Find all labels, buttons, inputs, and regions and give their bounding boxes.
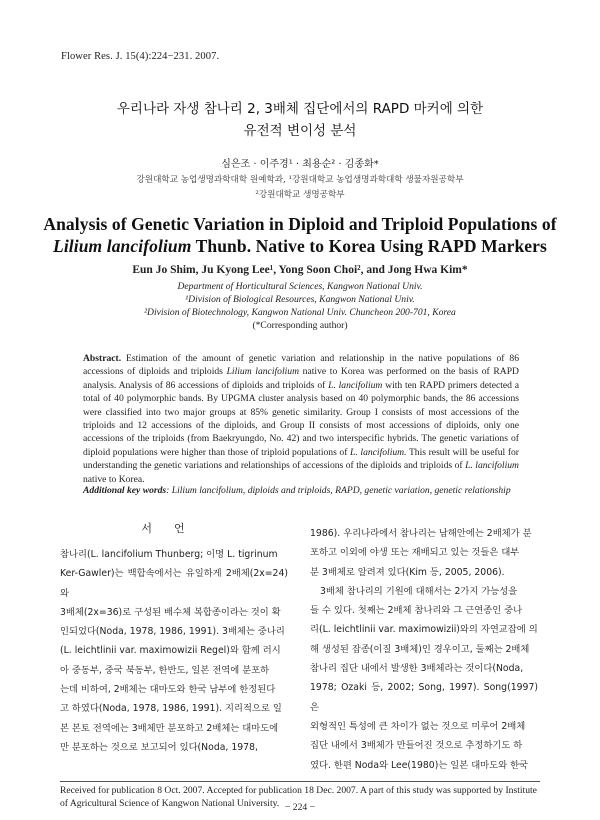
body-line: 참나리 집단 내에서 발생한 3배체라는 것이다(Noda,: [310, 663, 524, 675]
body-line: 인되었다(Noda, 1978, 1986, 1991). 3배체는 중나리: [60, 626, 285, 638]
body-line: 본 본토 전역에는 3배체만 분포하고 2배체는 대마도에: [60, 722, 279, 734]
body-line: Ker-Gawler)는 백합속에서는 유일하게 2배체(2x=24)와: [60, 568, 288, 599]
section-heading: 서언: [141, 522, 207, 535]
body-line: 들 수 있다. 첫째는 2배체 참나리와 그 근연종인 중나: [310, 605, 523, 617]
keywords: [83, 485, 519, 496]
korean-authors: 심은조 · 이주경¹ · 최용순² · 김종화*: [221, 159, 379, 170]
abstract-text: Estimation of the amount of genetic variation and relationship in the native populations of 86 accessions of diploids and triploids: [83, 353, 519, 378]
korean-title-line2: 유전적 변이성 분석: [243, 123, 357, 139]
body-line: 만 분포하는 것으로 보고되어 있다(Noda, 1978,: [60, 741, 258, 753]
body-line: 리(L. leichtlinii var. maximowizii)와의 자연교잡에 의: [310, 624, 538, 636]
body-line: 해 생성된 잡종(이질 3배체)인 경우이고, 둘째는 2배체: [310, 643, 530, 655]
english-title-line2: [0, 236, 600, 257]
english-title-line1: Analysis of Genetic Variation in Diploid and Triploid Populations of: [43, 214, 557, 234]
body-line: (L. leichtlinii var. maximowizii Regel)와 함께 러시: [60, 645, 281, 657]
keywords-text: : Lilium lancifolium, diploids and triploids, RAPD, genetic variation, genetic relationship: [166, 485, 511, 496]
abstract-species: L. lancifolium: [465, 460, 519, 472]
english-authors: Eun Jo Shim, Ju Kyong Lee¹, Yong Soon Choi², and Jong Hwa Kim*: [132, 264, 468, 276]
abstract-text: This result will be useful for understanding the genetic variations and relationships of accessions of the diploids and triploids of: [83, 446, 520, 472]
journal-reference: Flower Res. J. 15(4):224−231. 2007.: [61, 51, 220, 62]
body-line: 집단 내에서 3배체가 만들어진 것으로 추정하기도 하: [310, 740, 523, 752]
keywords-label: Additional key words: [83, 485, 167, 496]
body-left-column: [60, 545, 288, 757]
body-line: 1978; Ozaki 등, 2002; Song, 1997). Song(1997)은: [310, 682, 538, 713]
body-line: 외형적인 특성에 큰 차이가 없는 것으로 미루어 2배체: [310, 720, 526, 732]
abstract-species: Lilium lancifolium: [226, 366, 300, 378]
body-line: 3배체(2x=36)로 구성된 배수체 복합종이라는 것이 확: [60, 606, 281, 618]
body-line: 분 3배체로 알려져 있다(Kim 등, 2005, 2006).: [310, 566, 505, 578]
page-number: − 224 −: [284, 802, 315, 813]
english-affiliation-2: ¹Division of Biological Resources, Kangwon National Univ.: [185, 294, 415, 305]
english-affiliation-1: Department of Horticultural Sciences, Kangwon National Univ.: [177, 281, 423, 292]
corresponding-note: (*Corresponding author): [252, 320, 348, 331]
abstract-text: native to Korea was performed on the basis of RAPD analysis. Analysis of 86 accessions of diploids and triploids of: [83, 366, 519, 391]
english-affiliation-3: ²Division of Biotechnology, Kangwon National Univ. Chuncheon 200-701, Korea: [144, 307, 456, 318]
korean-title-line1: 우리나라 자생 참나리 2, 3배체 집단에서의 RAPD 마커에 의한: [116, 101, 484, 117]
korean-affiliation-1: 강원대학교 농업생명과학대학 원예학과, ¹강원대학교 농업생명과학대학 생물자원공학부: [136, 175, 464, 185]
body-right-column: [310, 524, 538, 775]
body-line: 3배체 참나리의 기원에 대해서는 2가지 가능성을: [320, 585, 518, 597]
body-line: 포하고 이외에 야생 또는 재배되고 있는 것들은 대부: [310, 547, 520, 559]
abstract-text: native to Korea.: [83, 473, 145, 485]
abstract-text: with ten RAPD primers detected a total of 40 polymorphic bands. By UPGMA cluster analysis based on 40 polymorphic bands, the 86 accessions were classified into two major groups at 85% genetic similarity. Group I consists of most accessions of the triploids and 12 accessions of the diploids, and Group II consists of most accessions of diploids, only one accessions of the triploids (from Baekryungdo, No. 42) and two interspecific hybrids. The genetic variations of diploid populations were higher than those of triploid populations of: [83, 379, 519, 458]
abstract-species: L. lancifolium.: [350, 446, 407, 458]
body-line: 였다. 한편 Noda와 Lee(1980)는 일본 대마도와 한국: [310, 759, 529, 771]
footnote-rule: [60, 781, 540, 782]
english-title-species: Lilium lancifolium: [53, 236, 192, 256]
footnote: Received for publication 8 Oct. 2007. Accepted for publication 18 Dec. 2007. A part of this study was supported by Institute of Agricultural Science of Kangwon National University.: [60, 785, 537, 809]
body-line: 고 하였다(Noda, 1978, 1986, 1991). 지리적으로 일: [60, 703, 282, 715]
body-line: 아 중동부, 중국 북동부, 한반도, 일본 전역에 분포하: [60, 664, 270, 676]
body-line: 는데 비하여, 2배체는 대마도와 한국 남부에 한정된다: [60, 684, 276, 696]
abstract-species: L. lancifolium: [328, 379, 383, 391]
body-line: 1986). 우리나라에서 참나리는 남해안에는 2배체가 분: [310, 528, 532, 539]
english-title-rest: Thunb. Native to Korea Using RAPD Markers: [191, 236, 547, 256]
abstract-label: Abstract.: [83, 353, 122, 364]
korean-affiliation-2: ²강원대학교 생명공학부: [255, 190, 345, 200]
abstract: [83, 352, 519, 486]
body-line: 참나리(L. lancifolium Thunberg; 이명 L. tigrinum: [60, 549, 278, 560]
